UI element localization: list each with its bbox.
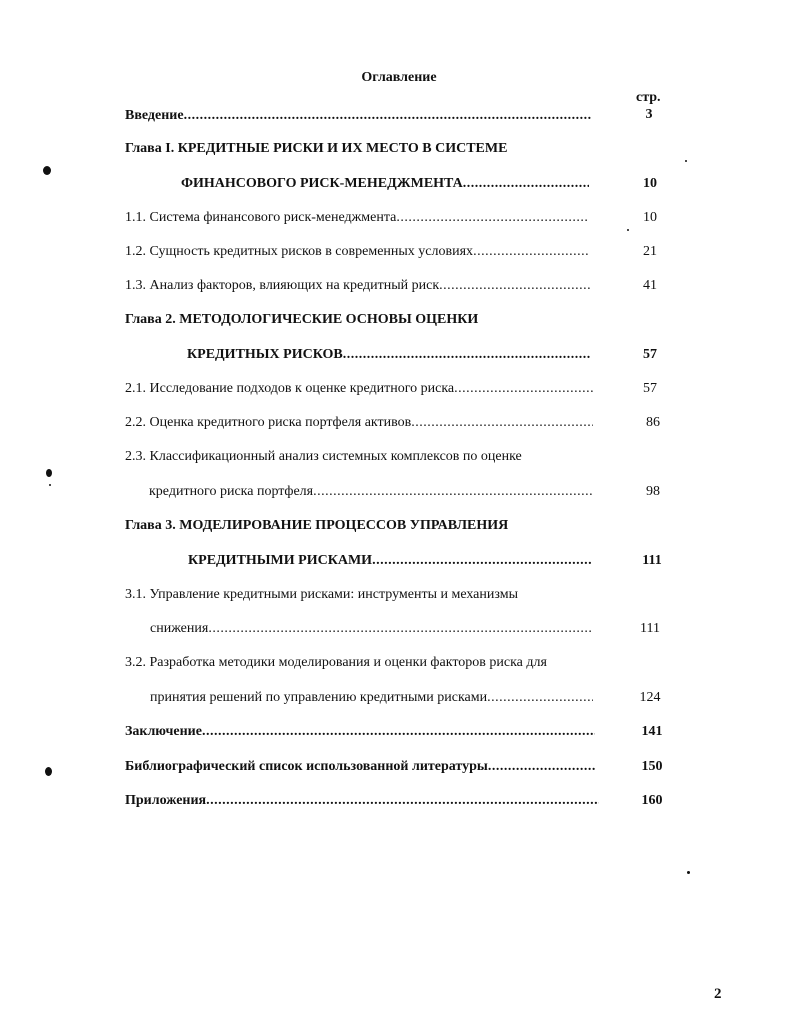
leader-dots (202, 723, 595, 741)
chapter-heading-1: Глава I. КРЕДИТНЫЕ РИСКИ И ИХ МЕСТО В СИСТЕМЕ (125, 141, 508, 156)
toc-entry-label: принятия решений по управлению кредитными рисками (150, 690, 488, 705)
toc-entry-page: 10 (643, 210, 657, 225)
toc-entry-label: кредитного риска портфеля (149, 484, 314, 499)
leader-dots (396, 209, 589, 227)
toc-entry-conclusion (125, 723, 595, 741)
toc-entry-page: 98 (646, 484, 660, 499)
chapter-heading-2: Глава 2. МЕТОДОЛОГИЧЕСКИЕ ОСНОВЫ ОЦЕНКИ (125, 312, 479, 327)
leader-dots (206, 792, 599, 810)
toc-entry-section (125, 277, 591, 295)
toc-entry-section (125, 243, 589, 261)
toc-entry-page: 111 (642, 553, 662, 568)
toc-entry-page: 41 (643, 278, 657, 293)
scan-mark (685, 160, 687, 162)
leader-dots (463, 175, 589, 193)
chapter-heading-3-continued (188, 552, 591, 570)
toc-entry-label: снижения (150, 621, 209, 636)
leader-dots (208, 620, 591, 638)
leader-dots (454, 380, 593, 398)
toc-entry-label: Приложения (125, 793, 207, 808)
toc-entry-section: 3.1. Управление кредитными рисками: инструменты и механизмы (125, 587, 518, 602)
toc-entry-section-continued (150, 620, 591, 638)
leader-dots (439, 277, 591, 295)
toc-entry-label: Заключение (125, 724, 202, 739)
scan-mark (43, 166, 51, 175)
toc-entry-label: 2.2. Оценка кредитного риска портфеля активов (125, 415, 412, 430)
toc-entry-label: 1.1. Система финансового риск-менеджмента (125, 210, 397, 225)
scan-mark (687, 871, 690, 874)
toc-entry-section-continued (149, 483, 593, 501)
toc-entry-section: 3.2. Разработка методики моделирования и оценки факторов риска для (125, 655, 547, 670)
toc-entry-page: 10 (643, 176, 657, 191)
scan-mark (45, 767, 52, 776)
toc-entry-label: 1.3. Анализ факторов, влияющих на кредитный риск (125, 278, 440, 293)
leader-dots (372, 552, 591, 570)
toc-entry-section: 2.3. Классификационный анализ системных комплексов по оценке (125, 449, 522, 464)
leader-dots (487, 689, 593, 707)
scan-mark (627, 229, 629, 231)
toc-entry-section (125, 414, 593, 432)
toc-entry-appendix (125, 792, 599, 810)
toc-entry-label: КРЕДИТНЫХ РИСКОВ (187, 347, 343, 362)
chapter-heading-3: Глава 3. МОДЕЛИРОВАНИЕ ПРОЦЕССОВ УПРАВЛЕНИЯ (125, 518, 509, 533)
toc-entry-page: 57 (643, 381, 657, 396)
toc-entry-intro (125, 107, 591, 125)
toc-entry-section (125, 209, 589, 227)
toc-entry-page: 141 (641, 724, 663, 739)
leader-dots (184, 107, 591, 125)
toc-entry-page: 3 (645, 107, 653, 122)
toc-title: Оглавление (361, 70, 437, 85)
toc-entry-label: Введение (125, 108, 184, 123)
toc-entry-label: 2.1. Исследование подходов к оценке кредитного риска (125, 381, 455, 396)
toc-entry-page: 86 (646, 415, 660, 430)
toc-entry-page: 21 (643, 244, 657, 259)
scan-mark (49, 484, 51, 486)
chapter-heading-1-continued (181, 175, 589, 193)
leader-dots (343, 346, 591, 364)
toc-entry-label: Библиографический список использованной литературы (125, 759, 488, 774)
page-column-label: стр. (636, 90, 661, 105)
toc-entry-page: 57 (643, 347, 657, 362)
leader-dots (488, 758, 595, 776)
toc-entry-page: 111 (640, 621, 660, 636)
leader-dots (473, 243, 589, 261)
chapter-heading-2-continued (187, 346, 591, 364)
toc-entry-label: КРЕДИТНЫМИ РИСКАМИ (188, 553, 373, 568)
toc-entry-page: 160 (641, 793, 663, 808)
leader-dots (313, 483, 593, 501)
toc-entry-page: 124 (639, 690, 661, 705)
scan-mark (46, 469, 52, 477)
toc-entry-label: ФИНАНСОВОГО РИСК-МЕНЕДЖМЕНТА (181, 176, 463, 191)
toc-entry-bibliography (125, 758, 595, 776)
toc-entry-label: 1.2. Сущность кредитных рисков в современных условиях (125, 244, 474, 259)
leader-dots (411, 414, 593, 432)
toc-entry-page: 150 (641, 759, 663, 774)
page-number: 2 (714, 986, 722, 1002)
toc-entry-section (125, 380, 593, 398)
toc-entry-section-continued (150, 689, 593, 707)
